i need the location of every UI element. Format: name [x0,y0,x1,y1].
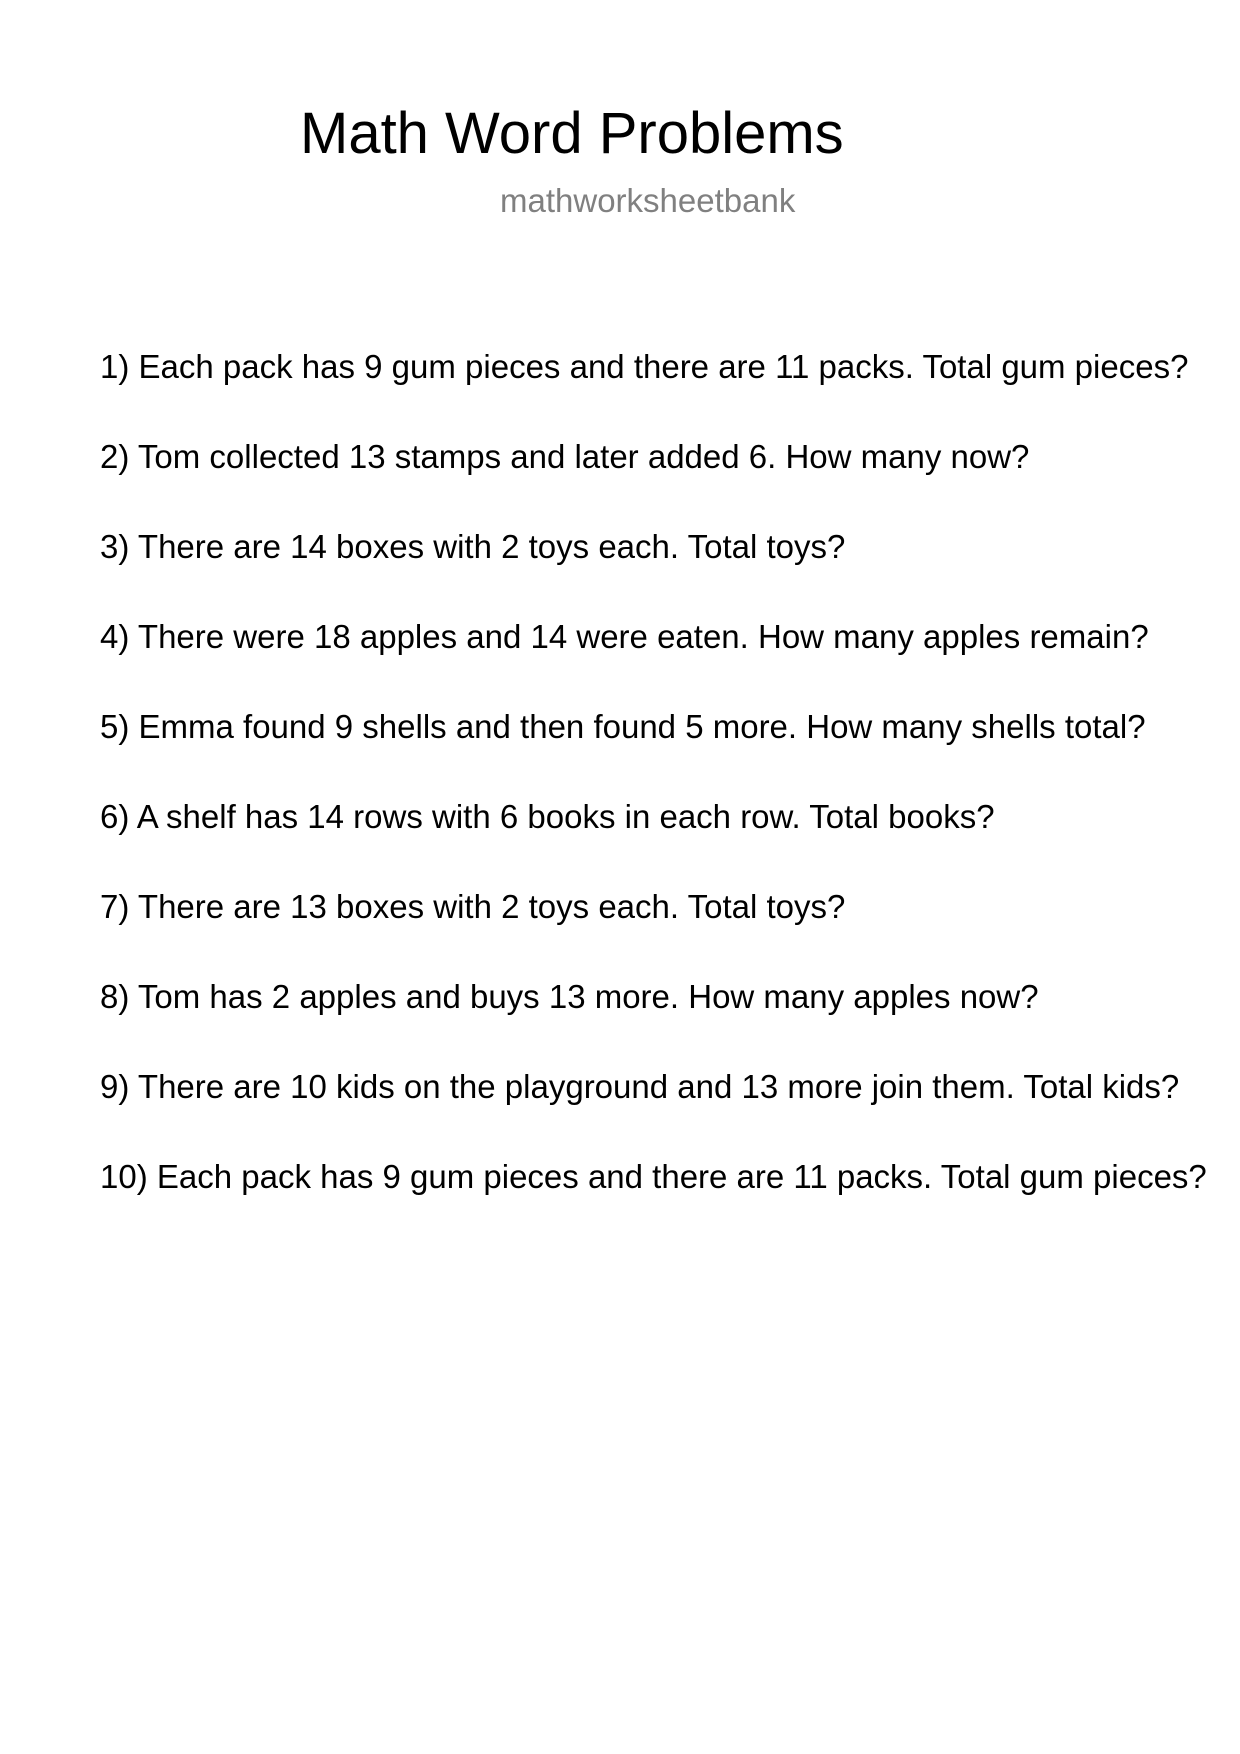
problem-item: 2) Tom collected 13 stamps and later added 6. How many now? [100,438,1030,475]
problem-item: 6) A shelf has 14 rows with 6 books in each row. Total books? [100,798,995,835]
problem-item: 8) Tom has 2 apples and buys 13 more. How many apples now? [100,978,1039,1015]
page-title: Math Word Problems [300,101,844,166]
problem-item: 4) There were 18 apples and 14 were eaten. How many apples remain? [100,618,1149,655]
problem-item: 3) There are 14 boxes with 2 toys each. Total toys? [100,528,846,565]
problem-item: 10) Each pack has 9 gum pieces and there are 11 packs. Total gum pieces? [100,1158,1207,1195]
problem-item: 9) There are 10 kids on the playground and 13 more join them. Total kids? [100,1068,1180,1105]
problem-item: 1) Each pack has 9 gum pieces and there are 11 packs. Total gum pieces? [100,348,1189,385]
page-subtitle: mathworksheetbank [500,182,796,219]
problem-item: 5) Emma found 9 shells and then found 5 more. How many shells total? [100,708,1146,745]
problem-item: 7) There are 13 boxes with 2 toys each. Total toys? [100,888,846,925]
problem-list [100,345,1240,1245]
